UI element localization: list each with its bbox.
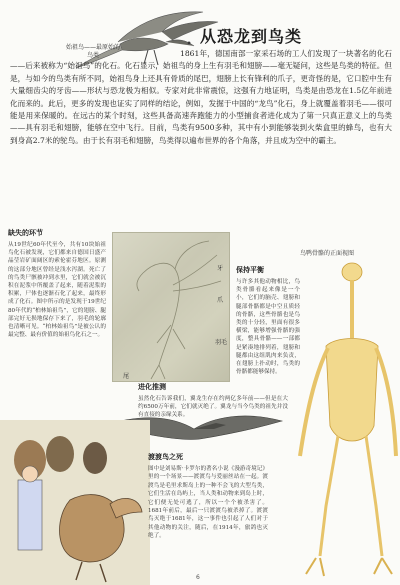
balance-text: 与许多其他动物相比，鸟类骨骼看起来像是一个小，它们的脑壳、翅膀和腿部骨骼都是中空且质轻的骨骼，这些骨骼也是鸟类的十分轻，里面有很多横梁，能够增强骨骼的强度，整具骨骼——一部都是紧凑地排列着，翅膀和腿都由这组肌肉来负责，在翅膀上扑动时，鸟类的骨骼都能够保持。	[236, 279, 300, 376]
evolution-text: 虽然化石告诉我们，翼龙生存在约两亿多年前——但是在大约6500万年前，它们就灭绝了。翼龙与当今鸟类的祖先并没有直接的亲缘关系。	[138, 396, 288, 419]
label-tooth: 牙	[217, 265, 224, 272]
label-tail: 尾	[123, 373, 130, 380]
fossil-slab-image	[112, 232, 230, 382]
page-title: 从恐龙到鸟类	[200, 27, 303, 46]
intro-paragraph	[10, 48, 392, 208]
label-feather: 羽毛	[215, 339, 228, 346]
balance-title: 保持平衡	[236, 266, 264, 274]
dodo-title: 渡渡鸟之死	[148, 453, 183, 461]
dodo-scene-illustration	[0, 420, 150, 585]
balance-section	[236, 265, 300, 375]
missing-link-section	[8, 228, 106, 378]
missing-link-text: 从19世纪60年代至今，共有10块始祖鸟化石被发现，它们都来自德国日盛产晶莹岩矿面阔区的索伦霍芬地区。原测的这部分地区曾经是浅水泻湖。死亡了的鸟类尸骸被冲到水里，它们就会被沉积在泥浆中所覆盖了起来，随着泥浆的积累，尸体也逐渐石化了起来，最终形成了化石。图中所示的是发现于19世纪80年代的“柏林始祖鸟”，它的翅膀、腿部完好无损地保存下来了，羽毛的轮廓也清晰可见。“柏林始祖鸟”是被公认的最完整、最有价值的始祖鸟化石之一。	[8, 242, 106, 339]
label-claw: 爪	[217, 297, 224, 304]
missing-link-title: 缺失的环节	[8, 229, 43, 237]
dodo-text: 图中是刘易斯·卡罗尔的著名小说《漫游奇境记》里的一个场景——渡渡鸟与爱丽丝站在一起。渡渡鸟是毛里求斯岛上的一种不会飞的大型鸟类，它们生活在岛屿上，当人类和动物来到岛上时，它们便无处可逃了，所以一个个被杀害了。1681年前后，最后一只渡渡鸟被杀掉了。渡渡鸟灭绝于1681年，这一事件也引起了人们对于其他动物的关注，随后，在1914年，旅鸽也灭绝了。	[148, 466, 268, 540]
archaeopteryx-caption: 始祖鸟——最原始的鸟类	[66, 44, 121, 59]
evolution-title: 进化推测	[138, 383, 166, 391]
bird-skeleton-image	[296, 256, 398, 582]
evolution-section	[138, 382, 288, 420]
intro-text: 1861年，德国南部一家采石场的工人们发现了一块著名的化石——后来被称为“始祖鸟”的化石。化石显示，始祖鸟的身上生有羽毛和翅膀——毫无疑问，这些是鸟类的特征。但是，与如今的鸟类有所不同，始祖鸟身上还具有骨质的尾巴，翅膀上长有锋利的爪子，更奇怪的是，它口腔中生有大量细齿尖的牙齿——形状与恐龙极为相似。专家对此非常震惊，这强有力地证明，鸟类是由恐龙在1.5亿年前进化而来的。此后，更多的发现也证实了同样的结论，例如，发掘于中国的“龙鸟”化石，身上就覆盖着羽毛——很可能是用来保暖的。在远古的某个时刻，这些具备高速奔跑能力的小型捕食者进化成为了第一只真正意义上的鸟类——具有羽毛和翅膀，能够在空中飞行。目前，鸟类有9500多种，其中有小到能够装到火柴盒里的蜂鸟，也有大到身高2.7米的鸵鸟。由于长有羽毛和翅膀，鸟类得以遍布世界的各个角落，并且成为空中的霸主。	[10, 49, 392, 145]
dodo-section	[148, 452, 268, 541]
skeleton-caption: 鸟鸭骨骼的正面视图	[300, 250, 355, 257]
page-number: 6	[196, 574, 200, 581]
